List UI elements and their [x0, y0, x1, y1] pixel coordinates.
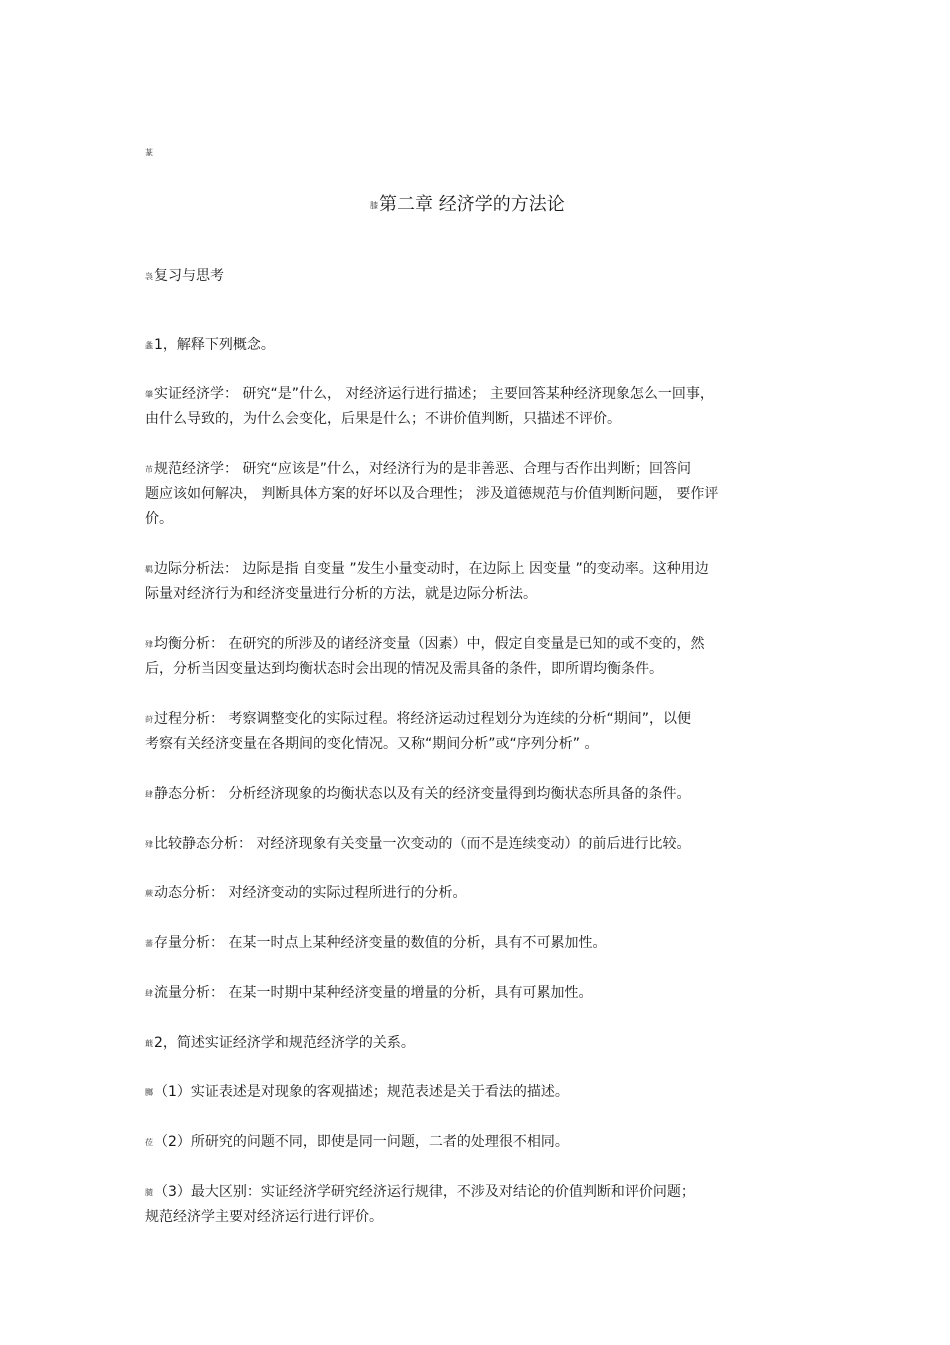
answer-1 [145, 1084, 569, 1101]
flow-analysis-text: 流量分析： 在某一时期中某种经济变量的增量的分析，具有可累加性。 [154, 985, 593, 1001]
positive-economics-line-2: 由什么导致的，为什么会变化，后果是什么；不讲价值判断，只描述不评价。 [145, 411, 621, 427]
question-1-text: 1，解释下列概念。 [154, 337, 275, 353]
comparative-static-analysis-text: 比较静态分析： 对经济现象有关变量一次变动的（而不是连续变动）的前后进行比较。 [154, 836, 691, 852]
question-2 [145, 1035, 415, 1052]
stock-glyph: 蕃 [145, 939, 153, 948]
equilibrium-glyph: 肂 [145, 640, 153, 649]
section-heading-text: 复习与思考 [154, 268, 224, 284]
equilibrium-analysis-text-1: 均衡分析： 在研究的所涉及的诸经济变量（因素）中，假定自变量是已知的或不变的，然 [154, 636, 705, 652]
marginal-analysis-line-1 [145, 561, 709, 578]
a2-glyph: 莅 [145, 1138, 153, 1147]
normative-glyph: 芇 [145, 465, 153, 474]
positive-glyph: 肇 [145, 390, 153, 399]
normative-economics-line-3: 价。 [145, 511, 173, 527]
question-1 [145, 337, 275, 354]
normative-economics-text-1: 规范经济学： 研究“应该是”什么，对经济行为的是非善恶、合理与否作出判断；回答问 [154, 461, 691, 477]
section-glyph: 袅 [145, 272, 153, 281]
dynamic-analysis-text: 动态分析： 对经济变动的实际过程所进行的分析。 [154, 885, 467, 901]
section-heading [145, 268, 224, 285]
comparative-static-analysis [145, 836, 690, 853]
stock-analysis [145, 935, 606, 952]
positive-economics-line-1 [145, 386, 714, 403]
chapter-title-text: 第二章 经济学的方法论 [379, 194, 565, 215]
positive-economics-text-1: 实证经济学： 研究“是”什么， 对经济运行进行描述； 主要回答某种经济现象怎么一回事， [154, 386, 714, 402]
process-analysis-text-1: 过程分析： 考察调整变化的实际过程。将经济运动过程划分为连续的分析“期间”，以便 [154, 711, 691, 727]
answer-3-text-1: （3）最大区别：实证经济学研究经济运行规律，不涉及对结论的价值判断和评价问题； [154, 1184, 695, 1200]
normative-economics-line-1 [145, 461, 691, 478]
static-glyph: 肆 [145, 790, 153, 799]
answer-2-text: （2）所研究的问题不同，即使是同一问题，二者的处理很不相同。 [154, 1134, 569, 1150]
question-2-text: 2，简述实证经济学和规范经济学的关系。 [154, 1035, 415, 1051]
marginal-analysis-text-1: 边际分析法： 边际是指 自变量 ”发生小量变动时，在边际上 因变量 ”的变动率。这种用边 [154, 561, 709, 577]
dynamic-analysis [145, 885, 466, 902]
a3-glyph: 膸 [145, 1188, 153, 1197]
static-analysis [145, 786, 690, 803]
answer-3-line-2: 规范经济学主要对经济运行进行评价。 [145, 1209, 383, 1225]
marginal-glyph: 羁 [145, 565, 153, 574]
q2-glyph: 蕺 [145, 1039, 153, 1048]
chapter-title [370, 195, 565, 216]
flow-analysis [145, 985, 592, 1002]
process-glyph: 莳 [145, 715, 153, 724]
static-analysis-text: 静态分析： 分析经济现象的均衡状态以及有关的经济变量得到均衡状态所具备的条件。 [154, 786, 691, 802]
process-analysis-line-1 [145, 711, 691, 728]
equilibrium-analysis-line-1 [145, 636, 704, 653]
corner-glyph: 蒃 [145, 148, 153, 157]
process-analysis-line-2: 考察有关经济变量在各期间的变化情况。又称“期间分析”或“序列分析” 。 [145, 736, 599, 752]
equilibrium-analysis-line-2: 后，分析当因变量达到均衡状态时会出现的情况及需具备的条件，即所谓均衡条件。 [145, 661, 663, 677]
title-glyph: 膝 [370, 201, 378, 210]
stock-analysis-text: 存量分析： 在某一时点上某种经济变量的数值的分析，具有不可累加性。 [154, 935, 607, 951]
answer-1-text: （1）实证表述是对现象的客观描述；规范表述是关于看法的描述。 [154, 1084, 569, 1100]
answer-3-line-1 [145, 1184, 695, 1201]
q1-glyph: 螽 [145, 341, 153, 350]
answer-2 [145, 1134, 569, 1151]
dynamic-glyph: 蕨 [145, 889, 153, 898]
a1-glyph: 膷 [145, 1088, 153, 1097]
marginal-analysis-line-2: 际量对经济行为和经济变量进行分析的方法，就是边际分析法。 [145, 586, 537, 602]
comparative-glyph: 肂 [145, 840, 153, 849]
normative-economics-line-2: 题应该如何解决， 判断具体方案的好坏以及合理性； 涉及道德规范与价值判断问题， 要作评 [145, 486, 719, 502]
flow-glyph: 肆 [145, 989, 153, 998]
